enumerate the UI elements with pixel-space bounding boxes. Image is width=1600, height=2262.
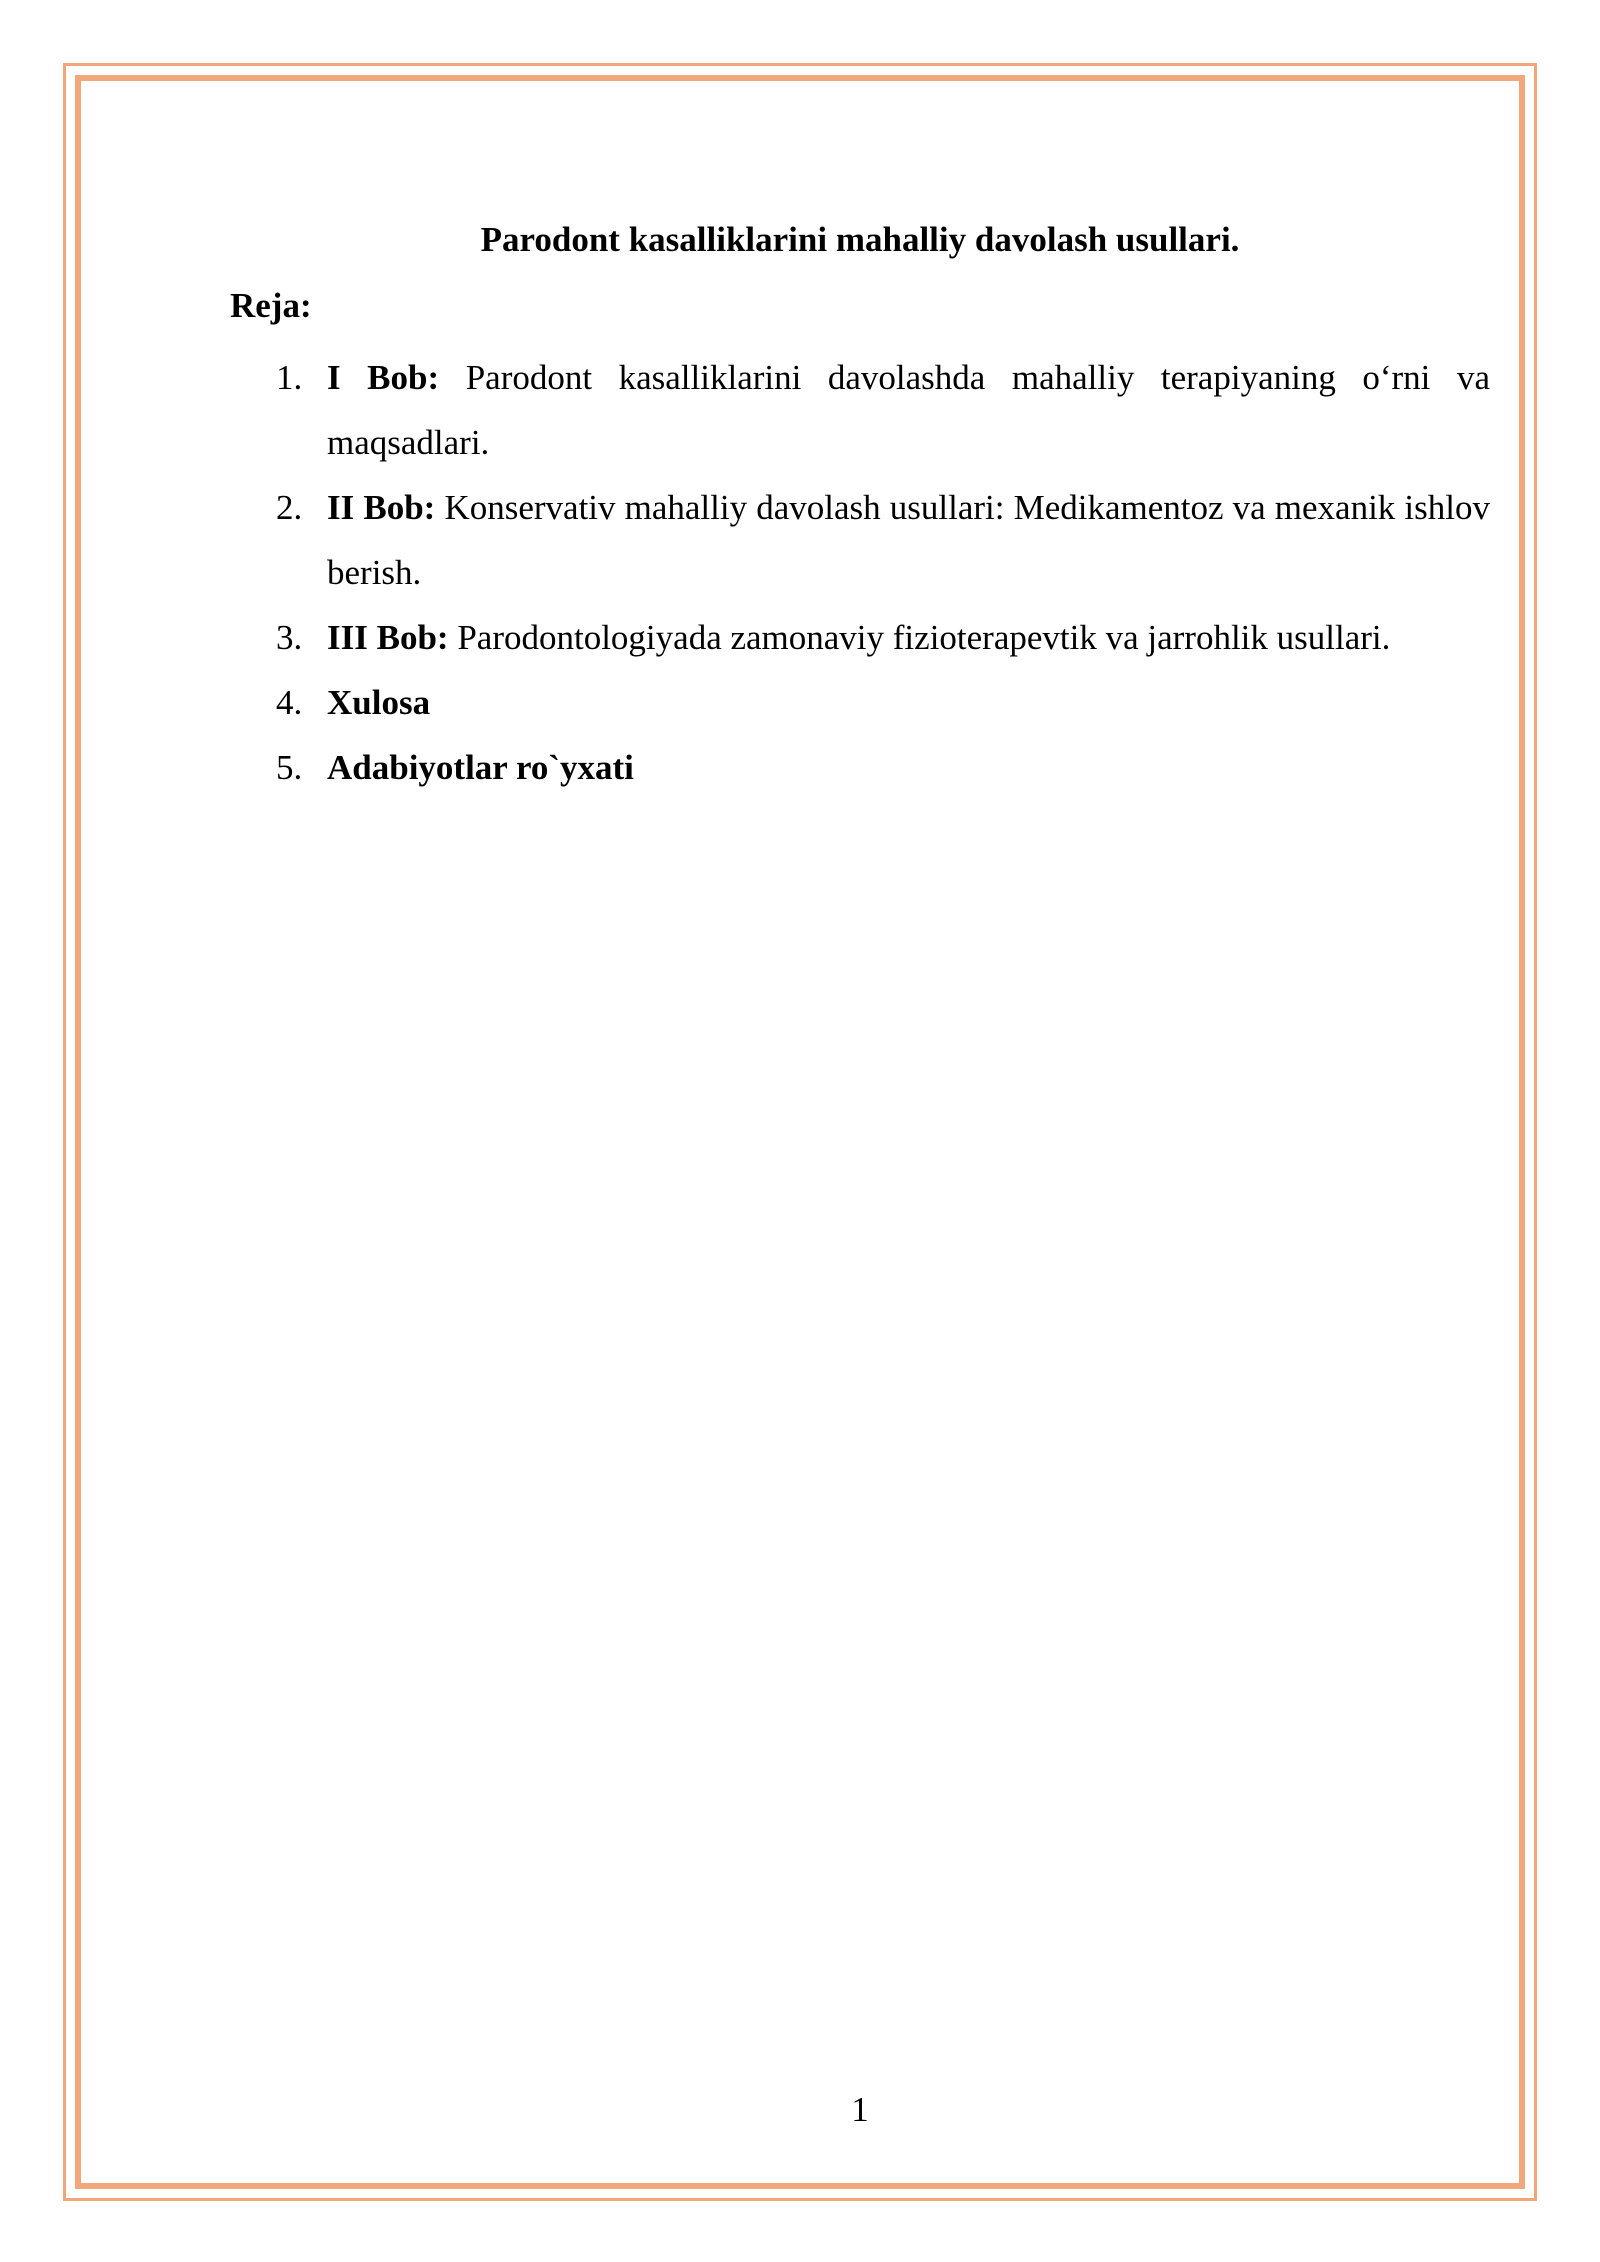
plan-item (230, 345, 1490, 475)
plan-item (230, 605, 1490, 670)
plan-item-content (327, 345, 1490, 475)
plan-item (230, 475, 1490, 605)
plan-item-content (327, 670, 1490, 735)
plan-item-label: I Bob: (327, 358, 440, 397)
plan-item-label: Adabiyotlar ro`yxati (327, 748, 634, 787)
plan-item-content (327, 735, 1490, 800)
plan-heading: Reja: (230, 286, 312, 325)
document-title: Parodont kasalliklarini mahalliy davolash usullari. (480, 220, 1240, 259)
plan-item-text: Konservativ mahalliy davolash usullari: Medikamentoz va mexanik ishlov berish. (327, 488, 1490, 592)
plan-item-number: 5. (276, 748, 303, 787)
plan-item-label: II Bob: (327, 488, 436, 527)
plan-item-text: Parodont kasalliklarini davolashda mahalliy terapiyaning o‘rni va maqsadlari. (327, 358, 1490, 462)
plan-item-content (327, 605, 1490, 670)
plan-item-number: 1. (276, 358, 303, 397)
plan-list (230, 345, 1490, 800)
plan-item-number: 3. (276, 618, 303, 657)
plan-item (230, 670, 1490, 735)
plan-item-label: Xulosa (327, 683, 431, 722)
plan-item-label: III Bob: (327, 618, 449, 657)
plan-item (230, 735, 1490, 800)
plan-item-number: 2. (276, 488, 303, 527)
plan-item-text: Parodontologiyada zamonaviy fizioterapevtik va jarrohlik usullari. (457, 618, 1391, 657)
page-number: 1 (851, 2090, 869, 2129)
plan-item-content (327, 475, 1490, 605)
plan-item-number: 4. (276, 683, 303, 722)
